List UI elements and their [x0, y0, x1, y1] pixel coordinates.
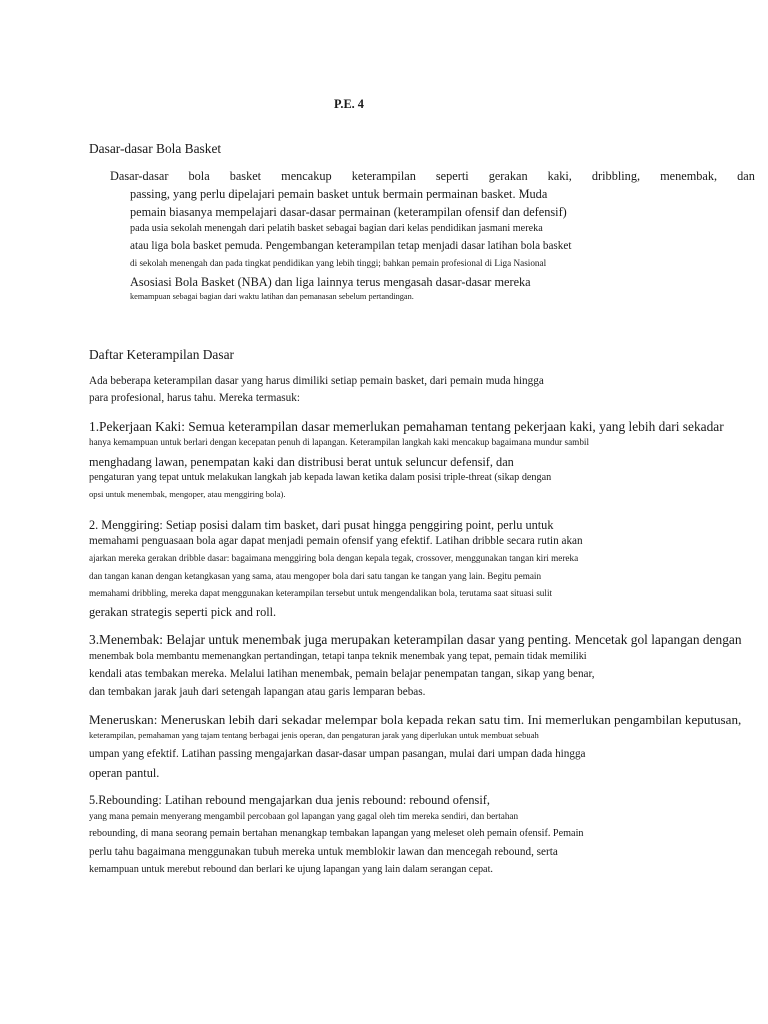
shooting-line: kendali atas tembakan mereka. Melalui latihan menembak, pemain belajar penempatan tangan, sikap yang benar,: [89, 668, 595, 680]
basics-line: atau liga bola basket pemuda. Pengembangan keterampilan tetap menjadi dasar latihan bola basket: [130, 240, 572, 252]
passing-line: Meneruskan: Meneruskan lebih dari sekadar melempar bola kepada rekan satu tim. Ini memerlukan pengambilan keputusan,: [89, 712, 742, 727]
passing-line: keterampilan, pemahaman yang tajam tentang berbagai jenis operan, dan pengaturan jarak yang diperlukan untuk membuat sebuah: [89, 730, 539, 740]
word: dan: [737, 169, 755, 183]
basics-line: di sekolah menengah dan pada tingkat pendidikan yang lebih tinggi; bahkan pemain profesional di Liga Nasional: [130, 258, 547, 268]
footwork-line: hanya kemampuan untuk berlari dengan kecepatan penuh di lapangan. Keterampilan langkah kaki mencakup bagaimana mundur sambil: [89, 437, 590, 447]
basics-line: pemain biasanya mempelajari dasar-dasar permainan (keterampilan ofensif dan defensif): [130, 205, 567, 219]
page-title: P.E. 4: [334, 97, 364, 111]
basics-line: kemampuan sebagai bagian dari waktu latihan dan pemanasan sebelum pertandingan.: [130, 292, 414, 301]
footwork-line: 1.Pekerjaan Kaki: Semua keterampilan dasar memerlukan pemahaman tentang pekerjaan kaki, yang lebih dari sekadar: [89, 419, 724, 434]
dribbling-line: ajarkan mereka gerakan dribble dasar: bagaimana menggiring bola dengan kepala tegak, crossover, menggunakan tangan kiri mereka: [89, 553, 579, 563]
shooting-line: menembak bola membantu memenangkan pertandingan, tetapi tanpa teknik menembak yang tepat, pemain tidak memiliki: [89, 651, 587, 662]
basics-line-1: [110, 169, 755, 183]
rebounding-line: yang mana pemain menyerang mengambil percobaan gol lapangan yang gagal oleh tim mereka sendiri, dan bertahan: [89, 811, 519, 821]
footwork-line: pengaturan yang tepat untuk melakukan langkah jab kepada lawan ketika dalam posisi triple-threat (sikap dengan: [89, 472, 552, 483]
dribbling-line: 2. Menggiring: Setiap posisi dalam tim basket, dari pusat hingga penggiring point, perlu untuk: [89, 518, 554, 532]
word: mencakup: [281, 169, 332, 183]
section-heading-basics: Dasar-dasar Bola Basket: [89, 141, 222, 156]
word: Dasar-dasar: [110, 169, 169, 183]
intro-line: Ada beberapa keterampilan dasar yang harus dimiliki setiap pemain basket, dari pemain muda hingga: [89, 375, 544, 387]
word: keterampilan: [351, 169, 416, 183]
footwork-line: opsi untuk menembak, mengoper, atau menggiring bola).: [89, 489, 286, 499]
section-heading-skills-list: Daftar Keterampilan Dasar: [89, 347, 234, 362]
shooting-line: dan tembakan jarak jauh dari setengah lapangan atau garis lemparan bebas.: [89, 686, 426, 698]
word: dribbling,: [591, 169, 641, 183]
intro-line: para profesional, harus tahu. Mereka termasuk:: [89, 392, 300, 404]
word: basket: [229, 169, 262, 183]
word: kaki,: [547, 169, 572, 183]
basics-line: pada usia sekolah menengah dari pelatih basket sebagai bagian dari kelas pendidikan jasmani mereka: [130, 223, 543, 234]
word: seperti: [435, 169, 469, 183]
basics-line: passing, yang perlu dipelajari pemain basket untuk bermain permainan basket. Muda: [130, 187, 548, 201]
basics-line: Asosiasi Bola Basket (NBA) dan liga lainnya terus mengasah dasar-dasar mereka: [130, 275, 531, 289]
shooting-line: 3.Menembak: Belajar untuk menembak juga merupakan keterampilan dasar yang penting. Mencetak gol lapangan dengan: [89, 632, 742, 647]
word: gerakan: [488, 169, 528, 183]
rebounding-line: rebounding, di mana seorang pemain bertahan menangkap tembakan lapangan yang meleset oleh pemain ofensif. Pemain: [89, 828, 584, 839]
passing-line: operan pantul.: [89, 766, 160, 780]
dribbling-line: gerakan strategis seperti pick and roll.: [89, 605, 277, 619]
dribbling-line: memahami dribbling, mereka dapat menggunakan keterampilan tersebut untuk mengendalikan bola, terutama saat situasi sulit: [89, 588, 553, 598]
dribbling-line: dan tangan kanan dengan ketangkasan yang sama, atau mengoper bola dari satu tangan ke tangan yang lain. Begitu pemain: [89, 571, 542, 581]
dribbling-line: memahami penguasaan bola agar dapat menjadi pemain ofensif yang efektif. Latihan dribble secara rutin akan: [89, 535, 583, 547]
rebounding-line: kemampuan untuk merebut rebound dan berlari ke ujung lapangan yang lain dalam serangan cepat.: [89, 864, 493, 875]
passing-line: umpan yang efektif. Latihan passing mengajarkan dasar-dasar umpan pasangan, mulai dari umpan dada hingga: [89, 748, 586, 760]
word: bola: [188, 169, 210, 183]
rebounding-line: perlu tahu bagaimana menggunakan tubuh mereka untuk memblokir lawan dan mencegah rebound, serta: [89, 846, 558, 858]
word: menembak,: [660, 169, 718, 183]
rebounding-line: 5.Rebounding: Latihan rebound mengajarkan dua jenis rebound: rebound ofensif,: [89, 793, 490, 807]
footwork-line: menghadang lawan, penempatan kaki dan distribusi berat untuk seluncur defensif, dan: [89, 455, 514, 469]
